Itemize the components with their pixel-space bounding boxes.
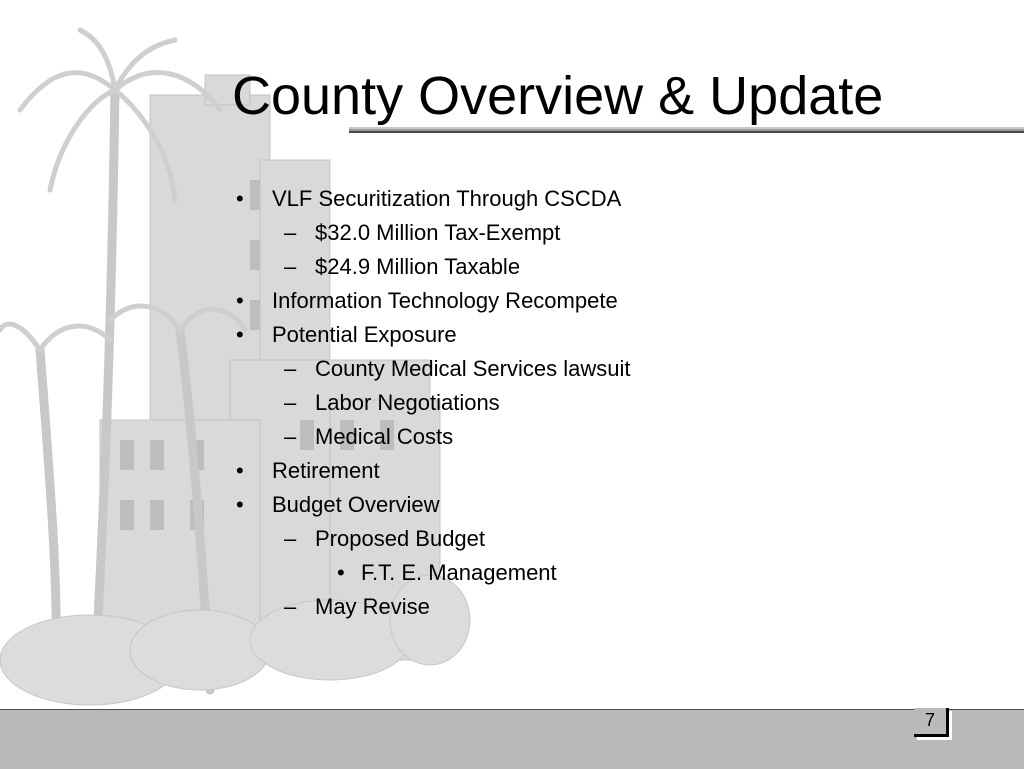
- bullet-text: $24.9 Million Taxable: [315, 254, 521, 279]
- bullet-marker: •: [236, 492, 244, 517]
- bullet-text: Medical Costs: [315, 424, 454, 449]
- bullet-marker: •: [236, 458, 244, 483]
- footer-bar: [0, 709, 1024, 769]
- bullet-text: County Medical Services lawsuit: [315, 356, 631, 381]
- bullet-marker: •: [236, 322, 244, 347]
- slide-title: County Overview & Update: [232, 66, 884, 126]
- bullet-text: $32.0 Million Tax-Exempt: [315, 220, 561, 245]
- bullet-marker: –: [284, 254, 297, 279]
- bullet-text: Retirement: [272, 458, 380, 483]
- bullet-text: Labor Negotiations: [315, 390, 500, 415]
- bullet-text: Budget Overview: [272, 492, 440, 517]
- bullet-text: Information Technology Recompete: [272, 288, 618, 313]
- bullet-text: VLF Securitization Through CSCDA: [272, 186, 622, 211]
- bullet-marker: •: [337, 560, 345, 585]
- bullet-marker: •: [236, 288, 244, 313]
- bullet-marker: –: [284, 356, 297, 381]
- bullet-marker: –: [284, 390, 297, 415]
- bullet-marker: –: [284, 594, 297, 619]
- bullet-marker: –: [284, 424, 297, 449]
- bullet-text: Proposed Budget: [315, 526, 486, 551]
- bullet-text: May Revise: [315, 594, 430, 619]
- bullet-text: Potential Exposure: [272, 322, 457, 347]
- bullet-marker: –: [284, 526, 297, 551]
- bullet-marker: •: [236, 186, 244, 211]
- page-number: 7: [914, 708, 949, 737]
- bullet-marker: –: [284, 220, 297, 245]
- bullet-text: F.T. E. Management: [361, 560, 557, 585]
